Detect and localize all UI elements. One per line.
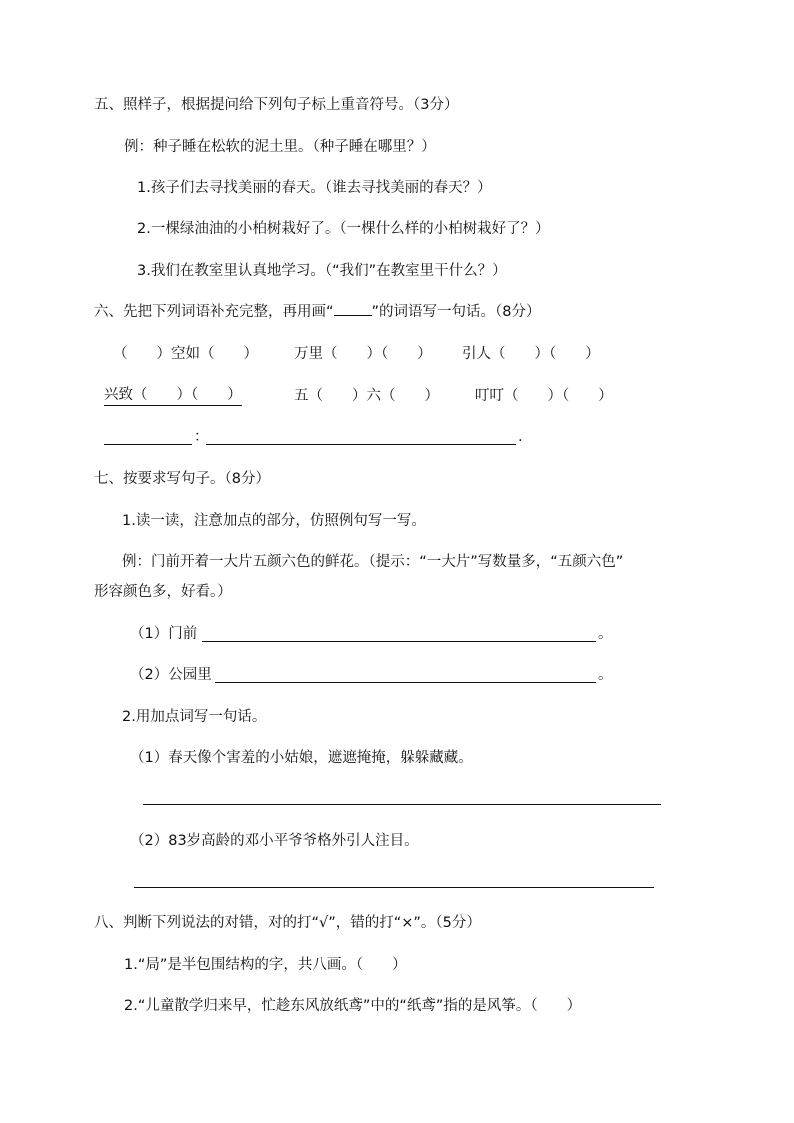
answer-word-line[interactable] <box>104 444 192 445</box>
word-fill-6: 叮叮（ ）（ ） <box>475 388 613 404</box>
answer-line-2[interactable] <box>134 887 654 888</box>
section5-item-2: 2.一棵绿油油的小柏树栽好了。（一棵什么样的小柏树栽好了？） <box>137 221 550 237</box>
fill1-label: （1）门前 <box>130 626 198 642</box>
section5-example: 例：种子睡在松软的泥土里。（种子睡在哪里？） <box>124 139 436 155</box>
section7-sentence1: （1）春天像个害羞的小姑娘，遮遮掩掩，躲躲藏藏。 <box>130 750 473 766</box>
answer-line-1[interactable] <box>143 804 661 805</box>
section5-item-1: 1.孩子们去寻找美丽的春天。（谁去寻找美丽的春天？） <box>137 180 492 196</box>
section8-item-2: 2.“儿童散学归来早，忙趁东风放纸鸢”中的“纸鸢”指的是风筝。（ ） <box>124 998 582 1014</box>
fill2-label: （2）公园里 <box>130 667 212 683</box>
section7-task1: 1.读一读，注意加点的部分，仿照例句写一写。 <box>122 513 426 529</box>
section5-item-3: 3.我们在教室里认真地学习。（“我们”在教室里干什么？） <box>137 263 507 279</box>
section8-heading: 八、判断下列说法的对错，对的打“√”，错的打“×”。（5分） <box>94 915 481 931</box>
section8-item-1: 1.“局”是半包围结构的字，共八画。（ ） <box>124 957 407 973</box>
section7-example-line2: 形容颜色多，好看。） <box>94 584 232 600</box>
section7-sentence2: （2）83岁高龄的邓小平爷爷格外引人注目。 <box>130 833 419 849</box>
section7-task2: 2.用加点词写一句话。 <box>122 709 267 725</box>
word-fill-1: （ ）空如（ ） <box>113 346 258 362</box>
section7-heading: 七、按要求写句子。（8分） <box>94 471 270 487</box>
section5-heading: 五、照样子，根据提问给下列句子标上重音符号。（3分） <box>94 97 459 113</box>
fill1-end: 。 <box>598 626 613 642</box>
period-mark: . <box>518 429 523 445</box>
word-fill-4-underlined: 兴致（ ）（ ） <box>104 386 242 406</box>
fill1-line[interactable] <box>202 641 596 642</box>
section6-heading <box>94 302 541 322</box>
section7-example-line1: 例：门前开着一大片五颜六色的鲜花。（提示：“一大片”写数量多，“五颜六色” <box>122 554 624 570</box>
section6-heading-part1: 六、先把下列词语补充完整，再用画“ <box>94 304 334 320</box>
word-fill-5: 五（ ）六（ ） <box>294 388 439 404</box>
fill2-end: 。 <box>598 667 613 683</box>
word-fill-3: 引人（ ）（ ） <box>462 346 600 362</box>
underline-sample <box>334 315 372 316</box>
fill2-line[interactable] <box>215 682 596 683</box>
colon: ： <box>194 429 209 445</box>
answer-sentence-line[interactable] <box>206 444 516 445</box>
word-fill-2: 万里（ ）（ ） <box>294 346 432 362</box>
section6-heading-part2: ”的词语写一句话。（8分） <box>371 304 541 320</box>
